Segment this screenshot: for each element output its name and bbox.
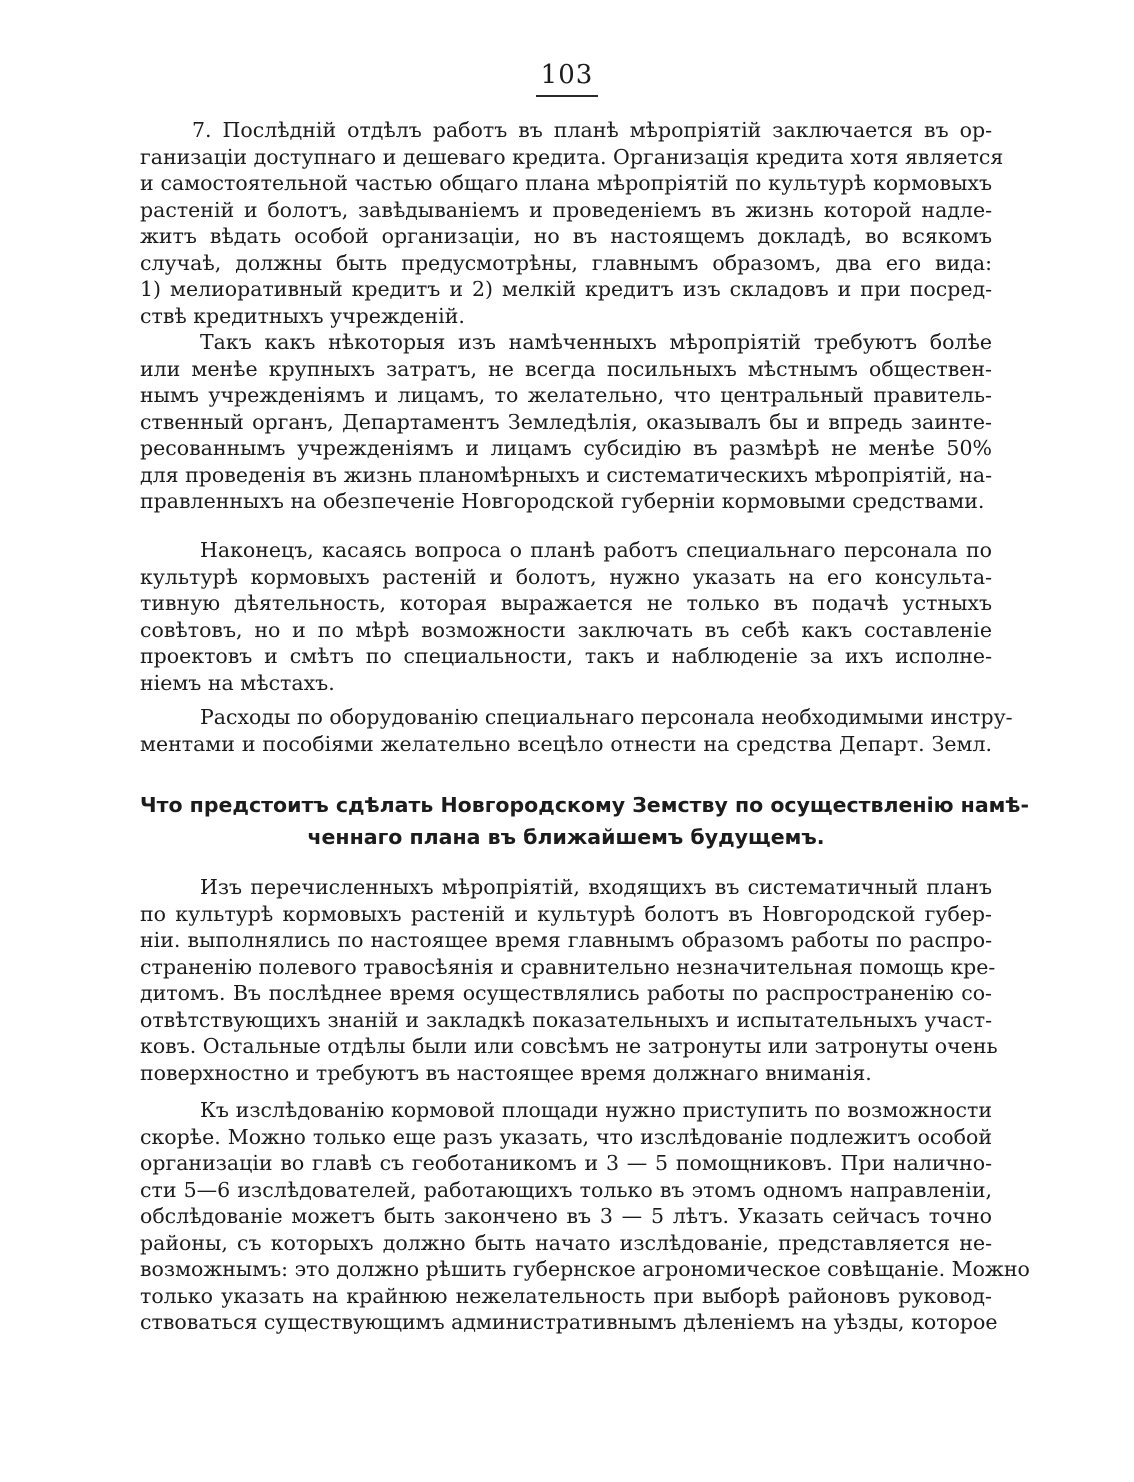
- text-line: обслѣдованіе можетъ быть закончено въ 3 — 5 лѣтъ. Указать сейчасъ точно: [140, 1204, 992, 1228]
- page-number: 103: [540, 60, 594, 90]
- page-number-underline: [536, 95, 598, 97]
- text-line: только указать на крайнюю нежелательность при выборѣ районовъ руковод-: [140, 1283, 992, 1308]
- heading-line: ченнаго плана въ ближайшемъ будущемъ.: [307, 825, 825, 849]
- text-line: и самостоятельной частью общаго плана мѣропріятій по культурѣ кормовыхъ: [140, 171, 992, 195]
- text-line: для проведенія въ жизнь планомѣрныхъ и систематическихъ мѣропріятій, на-: [140, 462, 992, 487]
- text-line: Наконецъ, касаясь вопроса о планѣ работъ специальнаго персонала по: [200, 538, 992, 562]
- text-line: по культурѣ кормовыхъ растеній и культурѣ болотъ въ Новгородской губер-: [140, 901, 992, 926]
- text-line: 1) мелиоративный кредитъ и 2) мелкій кредитъ изъ складовъ и при посред-: [140, 277, 992, 301]
- paragraph-subsidy: [140, 329, 992, 515]
- text-line: проектовъ и смѣтъ по специальности, такъ и наблюденіе за ихъ исполне-: [140, 644, 992, 668]
- text-line: страненію полевого травосѣянія и сравнительно незначительная помощь кре-: [140, 954, 996, 979]
- text-line: нымъ учрежденіямъ и лицамъ, то желательно, что центральный правитель-: [140, 383, 992, 407]
- paragraph-forage-survey: [140, 1097, 1030, 1336]
- text-line: житъ вѣдать особой организаціи, но въ настоящемъ докладѣ, во всякомъ: [140, 224, 992, 248]
- text-line: районы, съ которыхъ должно быть начато изслѣдованіе, представляется не-: [140, 1230, 992, 1255]
- text-line: Изъ перечисленныхъ мѣропріятій, входящихъ въ систематичный планъ: [200, 875, 992, 899]
- text-line: случаѣ, должны быть предусмотрѣны, главнымъ образомъ, два его вида:: [140, 250, 992, 275]
- text-line: ковъ. Остальные отдѣлы были или совсѣмъ не затронуты или затронуты очень: [140, 1034, 998, 1058]
- section-heading: [140, 789, 1030, 853]
- heading-line: Что предстоитъ сдѣлать Новгородскому Земству по осуществленію намѣ-: [140, 793, 1030, 817]
- text-line: ніи. выполнялись по настоящее время главнымъ образомъ работы по распро-: [140, 928, 992, 952]
- text-line: дитомъ. Въ послѣднее время осуществлялись работы по распространенію со-: [140, 981, 992, 1005]
- text-line: возможнымъ: это должно рѣшить губернское агрономическое совѣщаніе. Можно: [140, 1257, 1030, 1281]
- text-line: Къ изслѣдованію кормовой площади нужно приступить по возможности: [200, 1098, 992, 1122]
- paragraph-equipment-expenses: [140, 704, 1013, 757]
- paragraph-completed-measures: [140, 874, 998, 1086]
- text-line: ствоваться существующимъ административнымъ дѣленіемъ на уѣзды, которое: [140, 1310, 998, 1334]
- text-line: сти 5—6 изслѣдователей, работающихъ только въ этомъ одномъ направленіи,: [140, 1177, 992, 1202]
- text-line: тивную дѣятельность, которая выражается не только въ подачѣ устныхъ: [140, 591, 992, 615]
- text-line: Такъ какъ нѣкоторыя изъ намѣченныхъ мѣропріятій требуютъ болѣе: [200, 330, 992, 354]
- text-line: ресованнымъ учрежденіямъ и лицамъ субсидію въ размѣрѣ не менѣе 50%: [140, 436, 992, 460]
- text-line: ствѣ кредитныхъ учрежденій.: [140, 303, 465, 328]
- text-line: 7. Послѣдній отдѣлъ работъ въ планѣ мѣропріятій заключается въ ор-: [192, 118, 992, 142]
- text-line: ганизаціи доступнаго и дешеваго кредита. Организація кредита хотя является: [140, 144, 1004, 169]
- text-line: культурѣ кормовыхъ растеній и болотъ, нужно указать на его консульта-: [140, 564, 992, 589]
- text-line: Расходы по оборудованію специальнаго персонала необходимыми инстру-: [200, 705, 1013, 729]
- text-line: отвѣтствующихъ знаній и закладкѣ показательныхъ и испытательныхъ участ-: [140, 1007, 992, 1032]
- text-line: скорѣе. Можно только еще разъ указать, что изслѣдованіе подлежитъ особой: [140, 1124, 992, 1149]
- paragraph-credit-organization: [140, 117, 1004, 329]
- text-line: или менѣе крупныхъ затратъ, не всегда посильныхъ мѣстнымъ обществен-: [140, 356, 992, 381]
- text-line: ніемъ на мѣстахъ.: [140, 670, 335, 695]
- text-line: организаціи во главѣ съ геоботаникомъ и 3 — 5 помощниковъ. При налично-: [140, 1151, 992, 1175]
- text-line: правленныхъ на обезпеченіе Новгородской губерніи кормовыми средствами.: [140, 489, 985, 513]
- text-line: поверхностно и требуютъ въ настоящее время должнаго вниманія.: [140, 1060, 872, 1085]
- text-line: совѣтовъ, но и по мѣрѣ возможности заключать въ себѣ какъ составленіе: [140, 617, 992, 642]
- text-line: ственный органъ, Департаментъ Земледѣлія, оказывалъ бы и впредь заинте-: [140, 409, 992, 434]
- paragraph-consultation: [140, 537, 992, 696]
- text-line: растеній и болотъ, завѣдываніемъ и проведеніемъ въ жизнь которой надле-: [140, 197, 992, 222]
- text-line: ментами и пособіями желательно всецѣло отнести на средства Департ. Земл.: [140, 731, 992, 756]
